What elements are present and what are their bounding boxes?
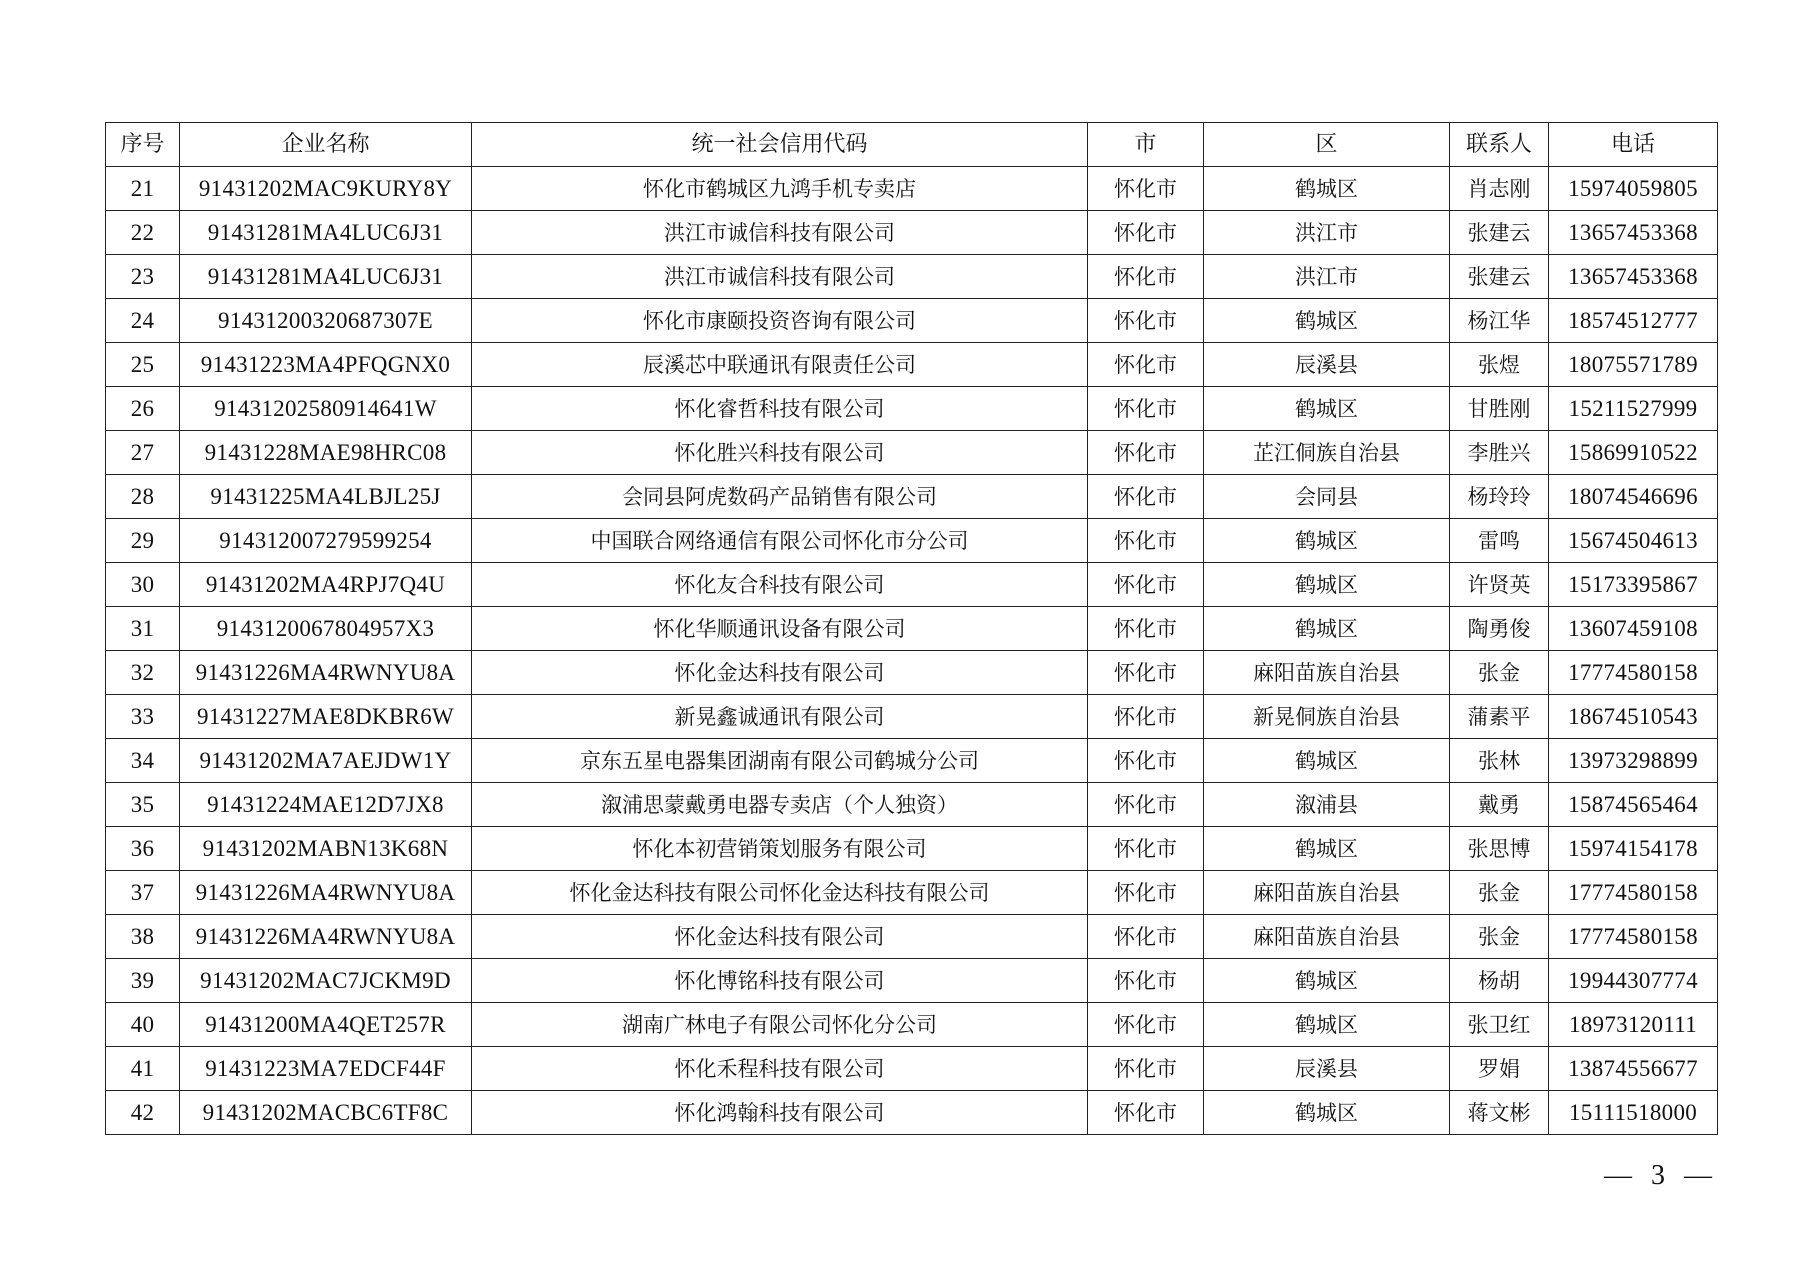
row-district: 鹤城区 — [1204, 563, 1450, 607]
row-enterprise-name: 91431228MAE98HRC08 — [180, 431, 472, 475]
table-row — [106, 651, 1718, 695]
row-credit-code: 会同县阿虎数码产品销售有限公司 — [472, 475, 1088, 519]
row-credit-code: 怀化金达科技有限公司 — [472, 651, 1088, 695]
row-district: 辰溪县 — [1204, 343, 1450, 387]
row-phone: 15173395867 — [1549, 563, 1718, 607]
row-index: 35 — [106, 783, 180, 827]
header-enterprise-name: 企业名称 — [180, 123, 472, 167]
row-city: 怀化市 — [1088, 915, 1204, 959]
row-credit-code: 怀化金达科技有限公司怀化金达科技有限公司 — [472, 871, 1088, 915]
row-enterprise-name: 91431200320687307E — [180, 299, 472, 343]
row-enterprise-name: 91431202MA4RPJ7Q4U — [180, 563, 472, 607]
row-credit-code: 中国联合网络通信有限公司怀化市分公司 — [472, 519, 1088, 563]
row-credit-code: 新晃鑫诚通讯有限公司 — [472, 695, 1088, 739]
row-index: 40 — [106, 1003, 180, 1047]
row-phone: 13607459108 — [1549, 607, 1718, 651]
row-phone: 18075571789 — [1549, 343, 1718, 387]
row-contact: 杨玲玲 — [1450, 475, 1549, 519]
row-city: 怀化市 — [1088, 959, 1204, 1003]
row-district: 麻阳苗族自治县 — [1204, 915, 1450, 959]
row-phone: 18574512777 — [1549, 299, 1718, 343]
row-city: 怀化市 — [1088, 1003, 1204, 1047]
table-row — [106, 519, 1718, 563]
row-index: 30 — [106, 563, 180, 607]
row-district: 鹤城区 — [1204, 739, 1450, 783]
row-phone: 18973120111 — [1549, 1003, 1718, 1047]
row-district: 鹤城区 — [1204, 827, 1450, 871]
table-row — [106, 255, 1718, 299]
table-row — [106, 299, 1718, 343]
row-contact: 张金 — [1450, 651, 1549, 695]
row-district: 鹤城区 — [1204, 519, 1450, 563]
row-district: 麻阳苗族自治县 — [1204, 871, 1450, 915]
row-enterprise-name: 91431200MA4QET257R — [180, 1003, 472, 1047]
row-phone: 15111518000 — [1549, 1091, 1718, 1135]
table-row — [106, 695, 1718, 739]
table-header-row — [106, 123, 1718, 167]
table-row — [106, 387, 1718, 431]
row-credit-code: 怀化友合科技有限公司 — [472, 563, 1088, 607]
table-row — [106, 1003, 1718, 1047]
row-index: 39 — [106, 959, 180, 1003]
row-city: 怀化市 — [1088, 607, 1204, 651]
row-index: 37 — [106, 871, 180, 915]
row-city: 怀化市 — [1088, 519, 1204, 563]
row-credit-code: 怀化金达科技有限公司 — [472, 915, 1088, 959]
row-contact: 许贤英 — [1450, 563, 1549, 607]
row-city: 怀化市 — [1088, 167, 1204, 211]
row-phone: 13973298899 — [1549, 739, 1718, 783]
row-credit-code: 怀化禾程科技有限公司 — [472, 1047, 1088, 1091]
row-phone: 15874565464 — [1549, 783, 1718, 827]
row-phone: 15974059805 — [1549, 167, 1718, 211]
row-credit-code: 怀化睿哲科技有限公司 — [472, 387, 1088, 431]
header-credit-code: 统一社会信用代码 — [472, 123, 1088, 167]
table-row — [106, 475, 1718, 519]
table-row — [106, 167, 1718, 211]
table-row — [106, 783, 1718, 827]
row-enterprise-name: 91431281MA4LUC6J31 — [180, 255, 472, 299]
row-contact: 雷鸣 — [1450, 519, 1549, 563]
row-district: 鹤城区 — [1204, 167, 1450, 211]
table-row — [106, 871, 1718, 915]
row-district: 鹤城区 — [1204, 607, 1450, 651]
row-enterprise-name: 91431202MACBC6TF8C — [180, 1091, 472, 1135]
row-enterprise-name: 91431226MA4RWNYU8A — [180, 871, 472, 915]
row-district: 洪江市 — [1204, 211, 1450, 255]
row-credit-code: 怀化胜兴科技有限公司 — [472, 431, 1088, 475]
row-index: 22 — [106, 211, 180, 255]
row-contact: 张思博 — [1450, 827, 1549, 871]
row-contact: 张建云 — [1450, 211, 1549, 255]
row-district: 鹤城区 — [1204, 959, 1450, 1003]
row-phone: 17774580158 — [1549, 871, 1718, 915]
row-district: 麻阳苗族自治县 — [1204, 651, 1450, 695]
row-phone: 17774580158 — [1549, 651, 1718, 695]
row-credit-code: 溆浦思蒙戴勇电器专卖店（个人独资） — [472, 783, 1088, 827]
table-body — [106, 167, 1718, 1135]
row-contact: 张林 — [1450, 739, 1549, 783]
row-credit-code: 怀化博铭科技有限公司 — [472, 959, 1088, 1003]
row-index: 34 — [106, 739, 180, 783]
row-phone: 15869910522 — [1549, 431, 1718, 475]
table-row — [106, 563, 1718, 607]
table-row — [106, 343, 1718, 387]
row-city: 怀化市 — [1088, 343, 1204, 387]
row-contact: 甘胜刚 — [1450, 387, 1549, 431]
row-contact: 肖志刚 — [1450, 167, 1549, 211]
row-credit-code: 怀化市鹤城区九鸿手机专卖店 — [472, 167, 1088, 211]
row-enterprise-name: 91431227MAE8DKBR6W — [180, 695, 472, 739]
table-row — [106, 959, 1718, 1003]
table-row — [106, 915, 1718, 959]
row-index: 28 — [106, 475, 180, 519]
row-phone: 13657453368 — [1549, 255, 1718, 299]
row-enterprise-name: 91431225MA4LBJL25J — [180, 475, 472, 519]
row-credit-code: 怀化本初营销策划服务有限公司 — [472, 827, 1088, 871]
row-phone: 19944307774 — [1549, 959, 1718, 1003]
row-contact: 蒲素平 — [1450, 695, 1549, 739]
row-contact: 张金 — [1450, 871, 1549, 915]
row-contact: 陶勇俊 — [1450, 607, 1549, 651]
row-district: 洪江市 — [1204, 255, 1450, 299]
row-city: 怀化市 — [1088, 211, 1204, 255]
table-row — [106, 1047, 1718, 1091]
row-credit-code: 怀化鸿翰科技有限公司 — [472, 1091, 1088, 1135]
row-index: 21 — [106, 167, 180, 211]
document-page — [105, 122, 1717, 1135]
row-enterprise-name: 91431226MA4RWNYU8A — [180, 651, 472, 695]
row-phone: 13657453368 — [1549, 211, 1718, 255]
row-phone: 18074546696 — [1549, 475, 1718, 519]
table-row — [106, 1091, 1718, 1135]
row-credit-code: 辰溪芯中联通讯有限责任公司 — [472, 343, 1088, 387]
row-phone: 18674510543 — [1549, 695, 1718, 739]
header-district: 区 — [1204, 123, 1450, 167]
row-enterprise-name: 91431223MA7EDCF44F — [180, 1047, 472, 1091]
row-contact: 杨江华 — [1450, 299, 1549, 343]
row-phone: 15211527999 — [1549, 387, 1718, 431]
row-enterprise-name: 9143120067804957X3 — [180, 607, 472, 651]
row-city: 怀化市 — [1088, 651, 1204, 695]
row-city: 怀化市 — [1088, 255, 1204, 299]
header-index: 序号 — [106, 123, 180, 167]
row-district: 芷江侗族自治县 — [1204, 431, 1450, 475]
row-city: 怀化市 — [1088, 1091, 1204, 1135]
row-credit-code: 洪江市诚信科技有限公司 — [472, 211, 1088, 255]
page-number: — 3 — — [1604, 1160, 1718, 1191]
row-enterprise-name: 91431202MA7AEJDW1Y — [180, 739, 472, 783]
row-district: 鹤城区 — [1204, 299, 1450, 343]
row-district: 辰溪县 — [1204, 1047, 1450, 1091]
row-city: 怀化市 — [1088, 871, 1204, 915]
row-phone: 15974154178 — [1549, 827, 1718, 871]
row-credit-code: 怀化华顺通讯设备有限公司 — [472, 607, 1088, 651]
row-district: 新晃侗族自治县 — [1204, 695, 1450, 739]
row-index: 41 — [106, 1047, 180, 1091]
row-index: 24 — [106, 299, 180, 343]
row-city: 怀化市 — [1088, 387, 1204, 431]
row-enterprise-name: 91431202MAC7JCKM9D — [180, 959, 472, 1003]
row-city: 怀化市 — [1088, 739, 1204, 783]
row-city: 怀化市 — [1088, 695, 1204, 739]
row-enterprise-name: 91431226MA4RWNYU8A — [180, 915, 472, 959]
row-credit-code: 湖南广林电子有限公司怀化分公司 — [472, 1003, 1088, 1047]
row-index: 42 — [106, 1091, 180, 1135]
row-enterprise-name: 91431281MA4LUC6J31 — [180, 211, 472, 255]
row-enterprise-name: 914312007279599254 — [180, 519, 472, 563]
table-row — [106, 431, 1718, 475]
header-contact: 联系人 — [1450, 123, 1549, 167]
row-city: 怀化市 — [1088, 783, 1204, 827]
row-phone: 13874556677 — [1549, 1047, 1718, 1091]
row-district: 溆浦县 — [1204, 783, 1450, 827]
header-city: 市 — [1088, 123, 1204, 167]
row-index: 29 — [106, 519, 180, 563]
row-index: 25 — [106, 343, 180, 387]
row-city: 怀化市 — [1088, 827, 1204, 871]
row-index: 31 — [106, 607, 180, 651]
row-contact: 李胜兴 — [1450, 431, 1549, 475]
row-enterprise-name: 91431202MABN13K68N — [180, 827, 472, 871]
table-row — [106, 211, 1718, 255]
row-contact: 张卫红 — [1450, 1003, 1549, 1047]
row-district: 会同县 — [1204, 475, 1450, 519]
row-contact: 戴勇 — [1450, 783, 1549, 827]
row-index: 36 — [106, 827, 180, 871]
row-district: 鹤城区 — [1204, 387, 1450, 431]
row-enterprise-name: 91431223MA4PFQGNX0 — [180, 343, 472, 387]
row-index: 38 — [106, 915, 180, 959]
row-index: 27 — [106, 431, 180, 475]
row-contact: 张金 — [1450, 915, 1549, 959]
row-contact: 罗娟 — [1450, 1047, 1549, 1091]
row-phone: 17774580158 — [1549, 915, 1718, 959]
enterprise-table — [105, 122, 1718, 1135]
row-index: 32 — [106, 651, 180, 695]
row-index: 26 — [106, 387, 180, 431]
row-contact: 张煜 — [1450, 343, 1549, 387]
row-enterprise-name: 91431202MAC9KURY8Y — [180, 167, 472, 211]
row-contact: 杨胡 — [1450, 959, 1549, 1003]
row-credit-code: 怀化市康颐投资咨询有限公司 — [472, 299, 1088, 343]
row-credit-code: 京东五星电器集团湖南有限公司鹤城分公司 — [472, 739, 1088, 783]
row-phone: 15674504613 — [1549, 519, 1718, 563]
row-district: 鹤城区 — [1204, 1003, 1450, 1047]
row-contact: 蒋文彬 — [1450, 1091, 1549, 1135]
row-city: 怀化市 — [1088, 1047, 1204, 1091]
row-contact: 张建云 — [1450, 255, 1549, 299]
row-index: 33 — [106, 695, 180, 739]
header-phone: 电话 — [1549, 123, 1718, 167]
row-enterprise-name: 91431202580914641W — [180, 387, 472, 431]
row-city: 怀化市 — [1088, 563, 1204, 607]
table-row — [106, 827, 1718, 871]
row-index: 23 — [106, 255, 180, 299]
row-enterprise-name: 91431224MAE12D7JX8 — [180, 783, 472, 827]
row-city: 怀化市 — [1088, 299, 1204, 343]
row-city: 怀化市 — [1088, 431, 1204, 475]
row-city: 怀化市 — [1088, 475, 1204, 519]
row-credit-code: 洪江市诚信科技有限公司 — [472, 255, 1088, 299]
row-district: 鹤城区 — [1204, 1091, 1450, 1135]
table-row — [106, 739, 1718, 783]
table-row — [106, 607, 1718, 651]
